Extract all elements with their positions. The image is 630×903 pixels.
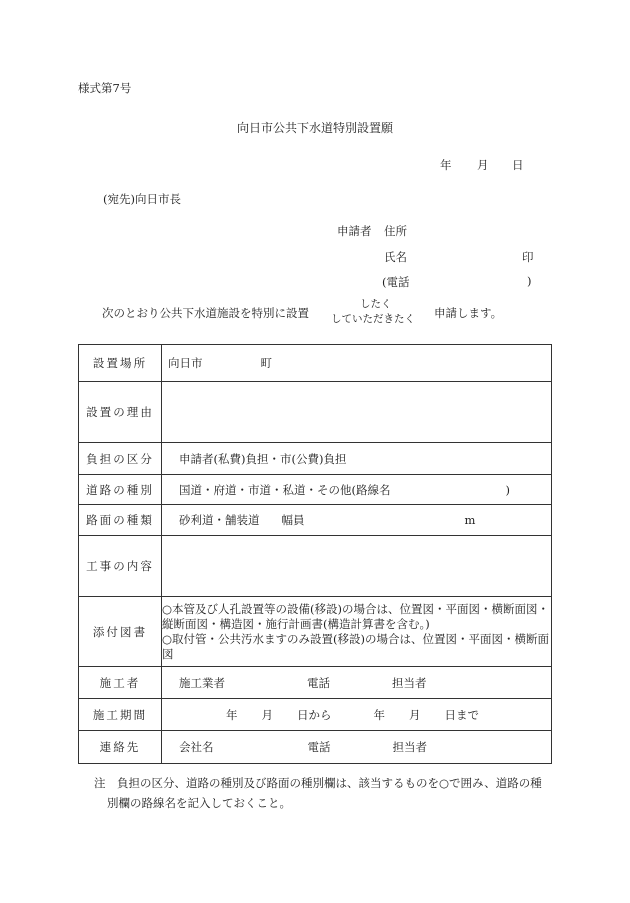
period-field[interactable] xyxy=(162,699,552,731)
label-contact: 連絡先 xyxy=(79,731,162,764)
request-prefix: 次のとおり公共下水道施設を特別に設置 xyxy=(102,306,309,320)
note-line-1: 注 負担の区分、道路の種別及び路面の種別欄は、該当するものを○で囲み、道路の種 xyxy=(94,776,542,790)
row-location xyxy=(79,345,552,382)
surface-field[interactable] xyxy=(162,505,552,536)
attachments-line-1: ○本管及び人孔設置等の設備(移設)の場合は、位置図・平面図・横断面図・縦断面図・構造図・施行計画書(構造計算書を含む。) xyxy=(162,601,550,631)
row-cost xyxy=(79,443,552,475)
attachments-line-2: ○取付管・公共汚水ますのみ設置(移設)の場合は、位置図・平面図・横断面図 xyxy=(162,631,550,661)
surface-options: 砂利道・舗装道 xyxy=(179,513,260,527)
applicant-label: 申請者 xyxy=(337,224,372,238)
row-reason xyxy=(79,382,552,443)
note-line-2: 別欄の路線名を記入しておくこと。 xyxy=(107,796,291,810)
row-road-type xyxy=(79,475,552,505)
form-number: 様式第7号 xyxy=(78,81,132,95)
contractor-person-label: 担当者 xyxy=(392,675,427,690)
request-option-1: したく xyxy=(360,298,392,310)
request-option-2: していただきたく xyxy=(331,313,415,325)
row-surface xyxy=(79,505,552,536)
applicant-name-label: 氏名 xyxy=(384,250,407,264)
row-contractor xyxy=(79,667,552,699)
date-day: 日 xyxy=(512,158,524,172)
contractor-company-label: 施工業者 xyxy=(179,675,225,690)
label-cost: 負担の区分 xyxy=(79,443,162,475)
location-field[interactable] xyxy=(162,345,552,382)
label-attachments: 添付図書 xyxy=(79,597,162,667)
label-location: 設置場所 xyxy=(79,345,162,382)
cost-field[interactable]: 申請者(私費)負担・市(公費)負担 xyxy=(162,443,552,475)
label-work: 工事の内容 xyxy=(79,536,162,597)
period-end-year: 年 xyxy=(373,707,385,722)
form-title: 向日市公共下水道特別設置願 xyxy=(236,121,393,135)
period-start-day: 日から xyxy=(297,707,332,722)
label-contractor: 施工者 xyxy=(79,667,162,699)
label-reason: 設置の理由 xyxy=(79,382,162,443)
attachments-field xyxy=(162,597,552,667)
label-period: 施工期間 xyxy=(79,699,162,731)
date-year: 年 xyxy=(440,158,452,172)
surface-width-unit: m xyxy=(464,513,476,527)
contact-person-label: 担当者 xyxy=(392,740,427,754)
work-field[interactable] xyxy=(162,536,552,597)
contact-company-label: 会社名 xyxy=(179,740,214,754)
seal-mark: 印 xyxy=(522,250,534,264)
contractor-phone-label: 電話 xyxy=(307,675,330,690)
period-end-month: 月 xyxy=(409,707,421,722)
contact-phone-label: 電話 xyxy=(307,740,331,754)
label-surface: 路面の種類 xyxy=(79,505,162,536)
period-start-month: 月 xyxy=(261,707,273,722)
contractor-field[interactable] xyxy=(162,667,552,699)
surface-width-label: 幅員 xyxy=(281,513,305,527)
applicant-phone-close: ) xyxy=(527,274,532,288)
road-type-field[interactable] xyxy=(162,475,552,505)
label-road-type: 道路の種別 xyxy=(79,475,162,505)
road-type-close: ) xyxy=(505,482,510,497)
application-table xyxy=(78,344,552,764)
applicant-phone-label: (電話 xyxy=(382,275,410,289)
row-period xyxy=(79,699,552,731)
request-suffix: 申請します。 xyxy=(434,306,503,320)
row-contact xyxy=(79,731,552,764)
contact-field[interactable] xyxy=(162,731,552,764)
addressee: (宛先)向日市長 xyxy=(103,192,181,206)
period-start-year: 年 xyxy=(226,707,238,722)
row-attachments xyxy=(79,597,552,667)
location-city: 向日市 xyxy=(168,356,203,370)
applicant-address-label: 住所 xyxy=(384,224,407,238)
period-end-day: 日まで xyxy=(444,707,479,722)
date-month: 月 xyxy=(477,158,489,172)
location-town: 町 xyxy=(260,356,272,370)
reason-field[interactable] xyxy=(162,382,552,443)
road-type-options: 国道・府道・市道・私道・その他(路線名 xyxy=(179,482,391,497)
row-work xyxy=(79,536,552,597)
